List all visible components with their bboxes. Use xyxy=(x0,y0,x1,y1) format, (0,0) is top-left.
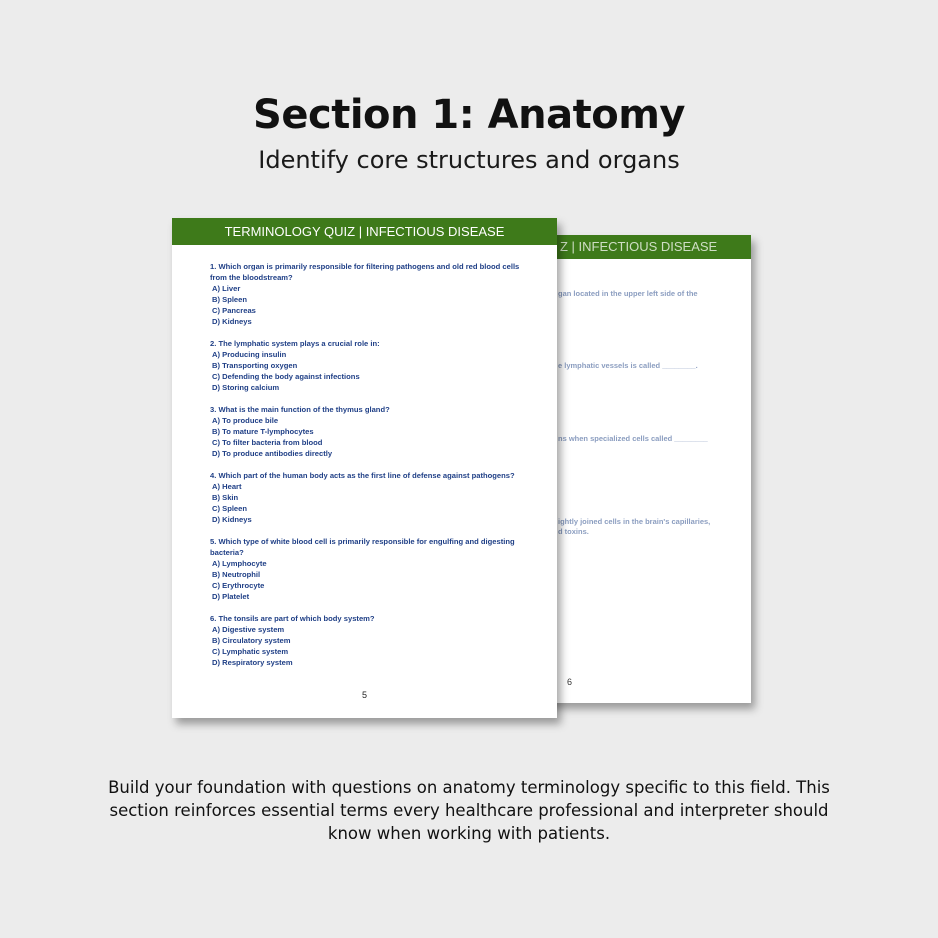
answer-option: D) Respiratory system xyxy=(212,658,293,667)
answer-option: B) To mature T-lymphocytes xyxy=(212,427,314,436)
front-page-header: TERMINOLOGY QUIZ | INFECTIOUS DISEASE xyxy=(172,218,557,245)
section-description: Build your foundation with questions on anatomy terminology specific to this field. This section reinforces essential terms every healthcare professional and interpreter should know when working with patients. xyxy=(108,778,830,843)
question-item xyxy=(210,536,540,602)
answer-option: D) Storing calcium xyxy=(212,383,280,392)
answer-option: A) Liver xyxy=(212,284,241,293)
back-page-fragment: gan located in the upper left side of the xyxy=(558,289,698,298)
answer-option: C) Spleen xyxy=(212,504,248,513)
answer-option: A) Lymphocyte xyxy=(212,559,267,568)
back-page-number: 6 xyxy=(567,677,573,687)
question-text: 1. Which organ is primarily responsible for filtering pathogens and old red blood cells from the bloodstream? xyxy=(210,262,520,282)
question-item xyxy=(210,338,540,393)
answer-option: B) Spleen xyxy=(212,295,248,304)
question-text: 6. The tonsils are part of which body system? xyxy=(210,614,375,623)
answer-option: C) Pancreas xyxy=(212,306,256,315)
section-subtitle: Identify core structures and organs xyxy=(258,146,680,174)
question-item xyxy=(210,613,540,668)
answer-option: A) Heart xyxy=(212,482,242,491)
front-page-number: 5 xyxy=(361,690,367,700)
back-page-header-text: Z | INFECTIOUS DISEASE xyxy=(560,239,718,254)
answer-option: C) Lymphatic system xyxy=(212,647,289,656)
back-page-fragment: ightly joined cells in the brain's capillaries, xyxy=(558,517,711,526)
answer-option: A) Producing insulin xyxy=(212,350,287,359)
answer-option: C) To filter bacteria from blood xyxy=(212,438,323,447)
section-title: Section 1: Anatomy xyxy=(253,92,685,138)
answer-option: D) Kidneys xyxy=(212,515,252,524)
answer-option: A) Digestive system xyxy=(212,625,285,634)
question-text: 5. Which type of white blood cell is primarily responsible for engulfing and digesting bacteria? xyxy=(210,537,515,557)
question-item xyxy=(210,404,540,459)
answer-option: B) Skin xyxy=(212,493,239,502)
answer-option: C) Erythrocyte xyxy=(212,581,265,590)
answer-option: D) Platelet xyxy=(212,592,250,601)
answer-option: B) Circulatory system xyxy=(212,636,291,645)
back-page-fragment: d toxins. xyxy=(558,527,589,536)
question-text: 3. What is the main function of the thymus gland? xyxy=(210,405,390,414)
answer-option: D) Kidneys xyxy=(212,317,252,326)
answer-option: D) To produce antibodies directly xyxy=(212,449,333,458)
question-list xyxy=(210,261,540,679)
answer-option: A) To produce bile xyxy=(212,416,279,425)
quiz-page-front xyxy=(172,218,557,718)
back-page-fragment: ns when specialized cells called ________ xyxy=(558,434,708,443)
back-page-fragment: e lymphatic vessels is called ________. xyxy=(558,361,698,370)
answer-option: B) Transporting oxygen xyxy=(212,361,298,370)
answer-option: C) Defending the body against infections xyxy=(212,372,360,381)
question-item xyxy=(210,261,540,327)
answer-option: B) Neutrophil xyxy=(212,570,261,579)
question-item xyxy=(210,470,540,525)
question-text: 2. The lymphatic system plays a crucial role in: xyxy=(210,339,380,348)
question-text: 4. Which part of the human body acts as the first line of defense against pathogens? xyxy=(210,471,515,480)
